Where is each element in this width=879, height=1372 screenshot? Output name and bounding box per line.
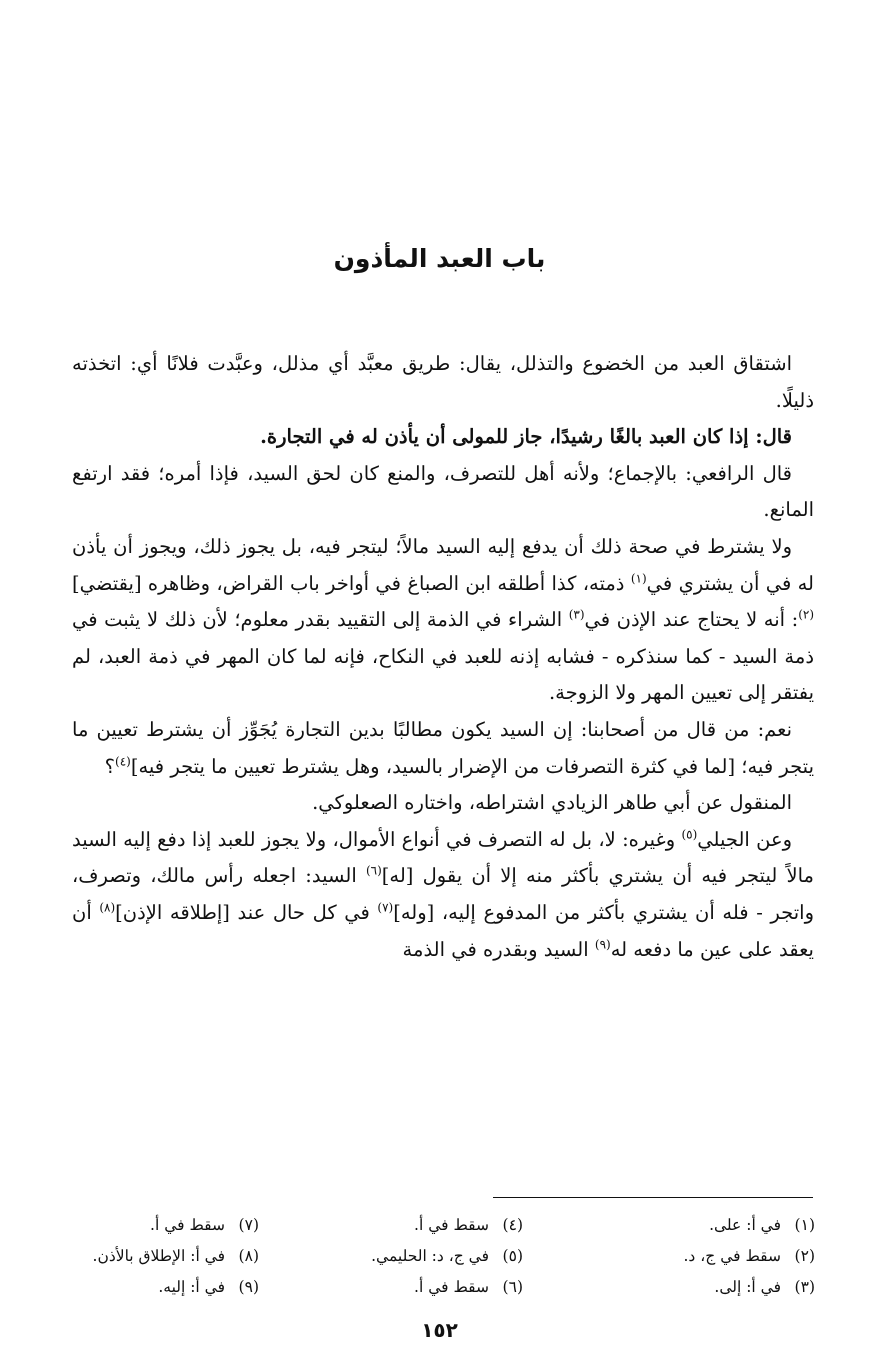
footnote-ref-2[interactable]: (٢) <box>798 607 815 622</box>
text-run: ذمته، كذا أطلقه ابن الصباغ في أواخر باب القراض، وظاهره [يقتضي] <box>72 571 631 595</box>
footnote-text: في أ: الإطلاق بالأذن. <box>92 1247 225 1265</box>
footnote-2 <box>535 1242 815 1271</box>
footnote-text: في أ: إليه. <box>158 1278 225 1296</box>
footnote-ref-3[interactable]: (٣) <box>568 607 585 622</box>
footnote-3 <box>535 1273 815 1302</box>
footnote-number: (٨) <box>238 1247 259 1265</box>
footnote-number: (٤) <box>502 1216 523 1234</box>
footnote-ref-1[interactable]: (١) <box>630 571 647 586</box>
paragraph-4 <box>72 529 814 712</box>
text-run: ؟ <box>104 754 116 778</box>
footnote-8 <box>69 1242 259 1271</box>
text-run: ولا يشترط في صحة ذلك أن يدفع إليه السيد مالاً؛ ليتجر فيه، بل يجوز ذلك، ويجوز أن يأذن له في أن يشتري في <box>72 534 815 595</box>
footnote-text: سقط في أ. <box>414 1278 489 1296</box>
text-run: وغيره: لا، بل له التصرف في أنواع الأموال، ولا يجوز للعبد إذا دفع إليه السيد مالاً ليتجر فيه أن يشتري بأكثر منه إلا أن يقول [له] <box>72 827 814 888</box>
footnote-ref-8[interactable]: (٨) <box>99 900 116 915</box>
page-number: ١٥٢ <box>421 1318 458 1342</box>
paragraph-3 <box>72 456 814 529</box>
footnote-ref-4[interactable]: (٤) <box>115 754 131 769</box>
text-run: : أنه لا يحتاج عند الإذن في <box>584 608 799 632</box>
text-run: السيد وبقدره في الذمة <box>402 937 595 961</box>
text-run: المنقول عن أبي طاهر الزيادي اشتراطه، واختاره الصعلوكي. <box>312 791 792 815</box>
footnote-ref-9[interactable]: (٩) <box>594 937 611 951</box>
paragraph-1 <box>72 346 814 419</box>
footnote-number: (١) <box>794 1216 815 1234</box>
footnote-text: في أ: إلى. <box>714 1278 781 1296</box>
footnote-6 <box>271 1273 523 1302</box>
footnote-text: في ج، د: الحليمي. <box>371 1247 489 1265</box>
footnote-9 <box>69 1273 259 1302</box>
footnote-number: (٣) <box>794 1278 815 1296</box>
footnote-number: (٩) <box>238 1278 259 1296</box>
footnote-ref-6[interactable]: (٦) <box>365 863 382 878</box>
footnote-ref-5[interactable]: (٥) <box>681 827 698 842</box>
text-run: نعم: من قال من أصحابنا: إن السيد يكون مطالبًا بدين التجارة يُجَوِّز أن يشترط تعيين ما يتجر فيه؛ [لما في كثرة التصرفات من الإضرار بالسيد، وهل يشترط تعيين ما يتجر فيه] <box>72 717 814 778</box>
footnote-ref-7[interactable]: (٧) <box>377 900 394 915</box>
paragraph-7 <box>72 822 814 968</box>
footnote-1 <box>535 1211 815 1240</box>
body-text <box>72 346 814 968</box>
footnote-text: في أ: على. <box>709 1216 781 1234</box>
footnote-7 <box>69 1211 259 1240</box>
footnote-number: (٥) <box>502 1247 523 1265</box>
text-run: اشتقاق العبد من الخضوع والتذلل، يقال: طريق معبَّد أي مذلل، وعبَّدت فلانًا أي: اتخذته ذليلًا. <box>72 352 814 412</box>
footnote-4 <box>271 1211 523 1240</box>
footnote-text: سقط في أ. <box>150 1216 225 1234</box>
text-run: في كل حال عند [إطلاقه الإذن] <box>115 900 378 924</box>
footnotes <box>60 1211 815 1302</box>
chapter-title: باب العبد المأذون <box>333 244 546 273</box>
footnote-number: (٢) <box>794 1247 815 1265</box>
footnote-number: (٦) <box>502 1278 523 1296</box>
footnote-5 <box>271 1242 523 1271</box>
text-run: أن يعقد على عين ما دفعه له <box>72 900 814 961</box>
text-run: السيد: اجعله رأس مالك، وتصرف، واتجر - فله أن يشتري بأكثر من المدفوع إليه، [وله] <box>72 864 815 924</box>
text-run: قال: إذا كان العبد بالغًا رشيدًا، جاز للمولى أن يأذن له في التجارة. <box>260 425 792 449</box>
text-run: قال الرافعي: بالإجماع؛ ولأنه أهل للتصرف، والمنع كان لحق السيد، فإذا أمره؛ فقد ارتفع المانع. <box>72 461 814 522</box>
paragraph-5 <box>72 712 814 785</box>
paragraph-2 <box>72 419 814 456</box>
text-run: وعن الجيلي <box>697 827 792 851</box>
paragraph-6 <box>72 785 814 822</box>
footnote-text: سقط في ج، د. <box>683 1247 781 1265</box>
footnote-number: (٧) <box>238 1216 259 1234</box>
text-run: الشراء في الذمة إلى التقييد بقدر معلوم؛ لأن ذلك لا يثبت في ذمة السيد - كما سنذكره - فشابه إذنه للعبد في النكاح، فإنه لما كان المهر في ذمة العبد، لم يفتقر إلى تعيين المهر ولا الزوجة. <box>72 608 814 705</box>
footnote-divider <box>493 1197 813 1198</box>
footnote-text: سقط في أ. <box>414 1216 489 1234</box>
